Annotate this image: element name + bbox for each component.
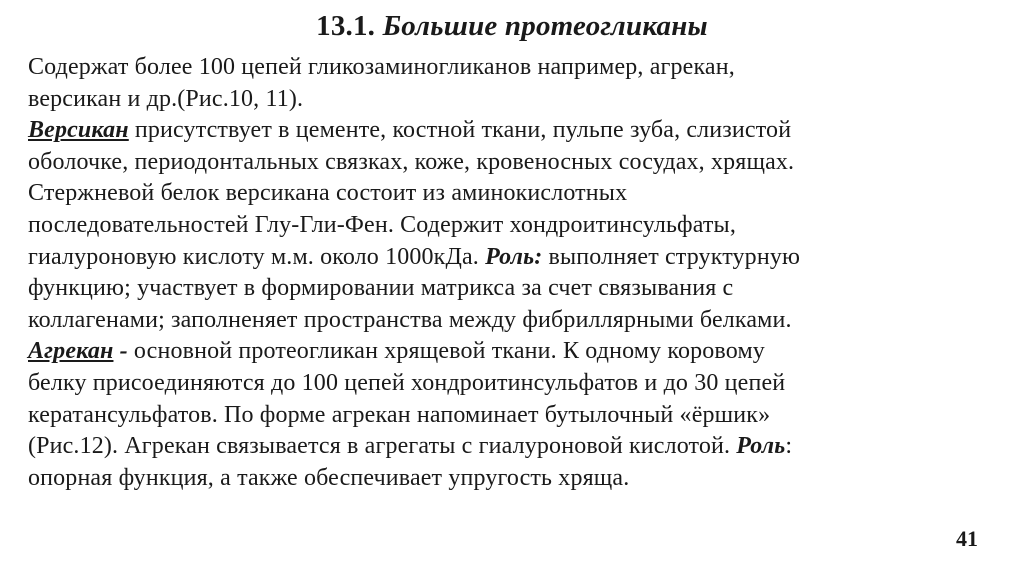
text-line: опорная функция, а также обеспечивает упругость хряща. <box>28 464 630 491</box>
text-line: коллагенами; заполненяет пространства между фибриллярными белками. <box>28 306 792 333</box>
text-line: функцию; участвует в формировании матрикса за счет связывания с <box>28 275 734 302</box>
text-fragment: : <box>785 433 793 460</box>
text-fragment: (Рис.12). Агрекан связывается в агрегаты с гиалуроновой кислотой. <box>28 433 737 460</box>
role-label: Роль <box>736 433 786 460</box>
text-line <box>28 431 1013 463</box>
text-line <box>28 336 1013 368</box>
text-line: оболочке, периодонтальных связках, коже, кровеносных сосудах, хрящах. <box>28 148 795 175</box>
text-line: последовательностей Глу-Гли-Фен. Содержит хондроитинсульфаты, <box>28 211 736 238</box>
term-aggrecan: Агрекан <box>28 338 114 365</box>
text-fragment: гиалуроновую кислоту м.м. около 1000кДа. <box>28 243 486 270</box>
term-dash: - <box>113 338 128 365</box>
page-title <box>0 6 1024 46</box>
text-fragment: основной протеогликан хрящевой ткани. К одному коровому <box>127 338 765 365</box>
text-line: кератансульфатов. По форме агрекан напоминает бутылочный «ёршик» <box>28 401 771 428</box>
term-versican: Версикан <box>28 117 129 144</box>
text-line: белку присоединяются до 100 цепей хондроитинсульфатов и до 30 цепей <box>28 369 786 396</box>
text-line <box>28 242 1013 274</box>
text-line: Стержневой белок версикана состоит из аминокислотных <box>28 180 628 207</box>
role-label: Роль: <box>485 243 543 270</box>
text-line <box>28 115 1013 147</box>
text-line: версикан и др.(Рис.10, 11). <box>28 85 304 112</box>
text-fragment: присутствует в цементе, костной ткани, пульпе зуба, слизистой <box>128 117 792 144</box>
body-text <box>28 52 1013 494</box>
section-title: Большие протеогликаны <box>382 10 708 42</box>
text-line: Содержат более 100 цепей гликозаминогликанов например, агрекан, <box>28 54 735 80</box>
section-number: 13.1. <box>316 10 376 42</box>
text-fragment: выполняет структурную <box>542 243 801 270</box>
page-number: 41 <box>956 526 978 551</box>
